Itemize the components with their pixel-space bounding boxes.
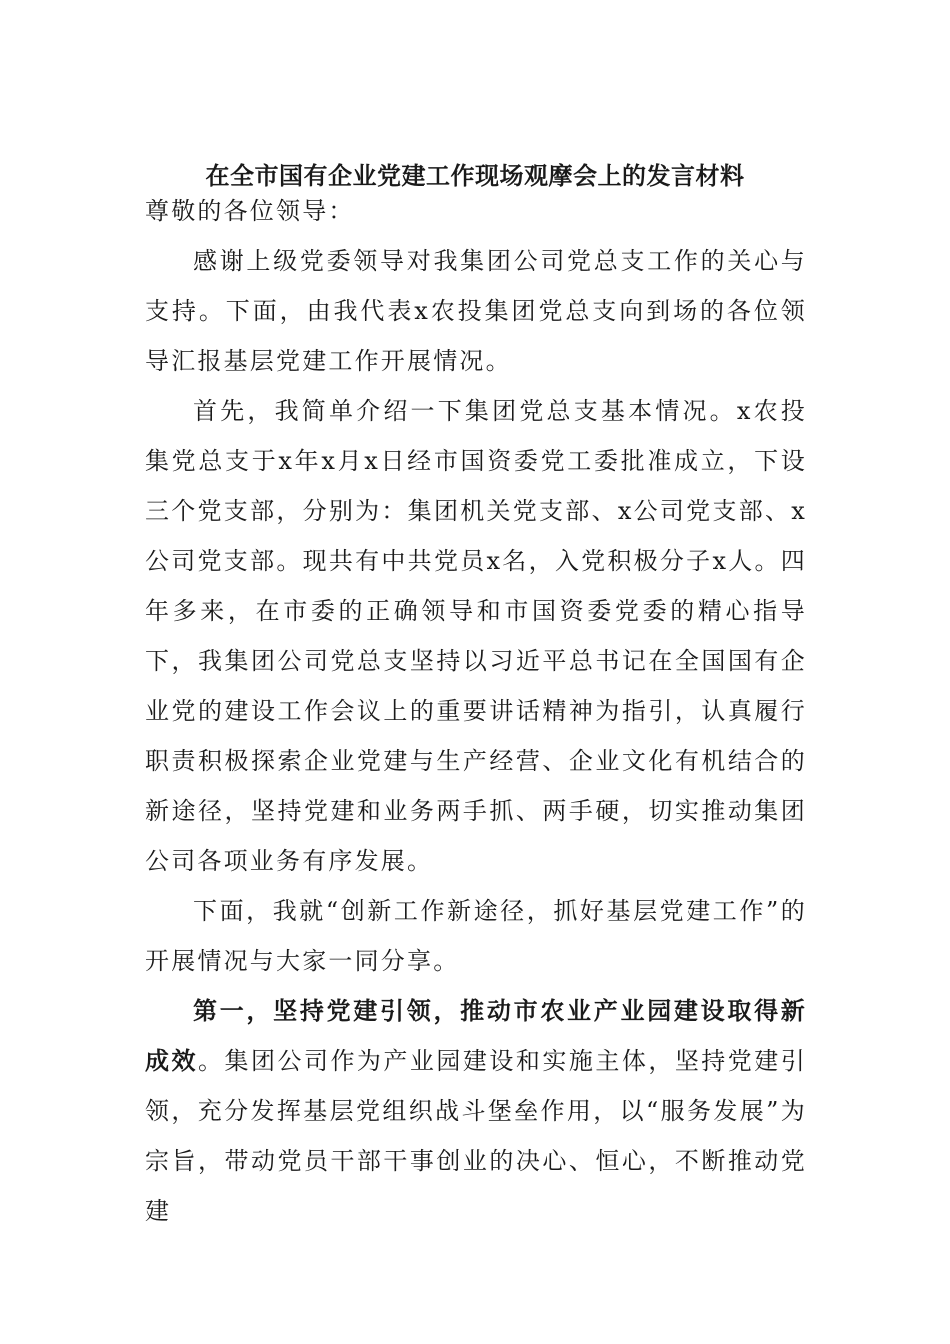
document-title: 在全市国有企业党建工作现场观摩会上的发言材料: [205, 161, 745, 190]
salutation: 尊敬的各位领导：: [145, 197, 355, 225]
paragraph-1: 感谢上级党委领导对我集团公司党总支工作的关心与支持。下面，由我代表x农投集团党总支向到场的各位领导汇报基层党建工作开展情况。: [145, 247, 807, 375]
section-1-body: 。集团公司作为产业园建设和实施主体，坚持党建引领，充分发挥基层党组织战斗堡垒作用，以“服务发展”为宗旨，带动党员干部干事创业的决心、恒心，不断推动党建: [145, 1047, 807, 1225]
document-body: [145, 186, 807, 1236]
section-1-paragraph: [145, 986, 807, 1236]
paragraph-3: 下面，我就“创新工作新途径，抓好基层党建工作”的开展情况与大家一同分享。: [145, 897, 807, 975]
paragraph-2: 首先，我简单介绍一下集团党总支基本情况。x农投集党总支于x年x月x日经市国资委党工委批准成立，下设三个党支部，分别为：集团机关党支部、x公司党支部、x公司党支部。现共有中共党员x名，入党积极分子x人。四年多来，在市委的正确领导和市国资委党委的精心指导下，我集团公司党总支坚持以习近平总书记在全国国有企业党的建设工作会议上的重要讲话精神为指引，认真履行职责积极探索企业党建与生产经营、企业文化有机结合的新途径，坚持党建和业务两手抓、两手硬，切实推动集团公司各项业务有序发展。: [145, 397, 807, 875]
section-1-heading: 第一，坚持党建引领，推动市农业产业园建设取得新成效: [145, 996, 807, 1075]
